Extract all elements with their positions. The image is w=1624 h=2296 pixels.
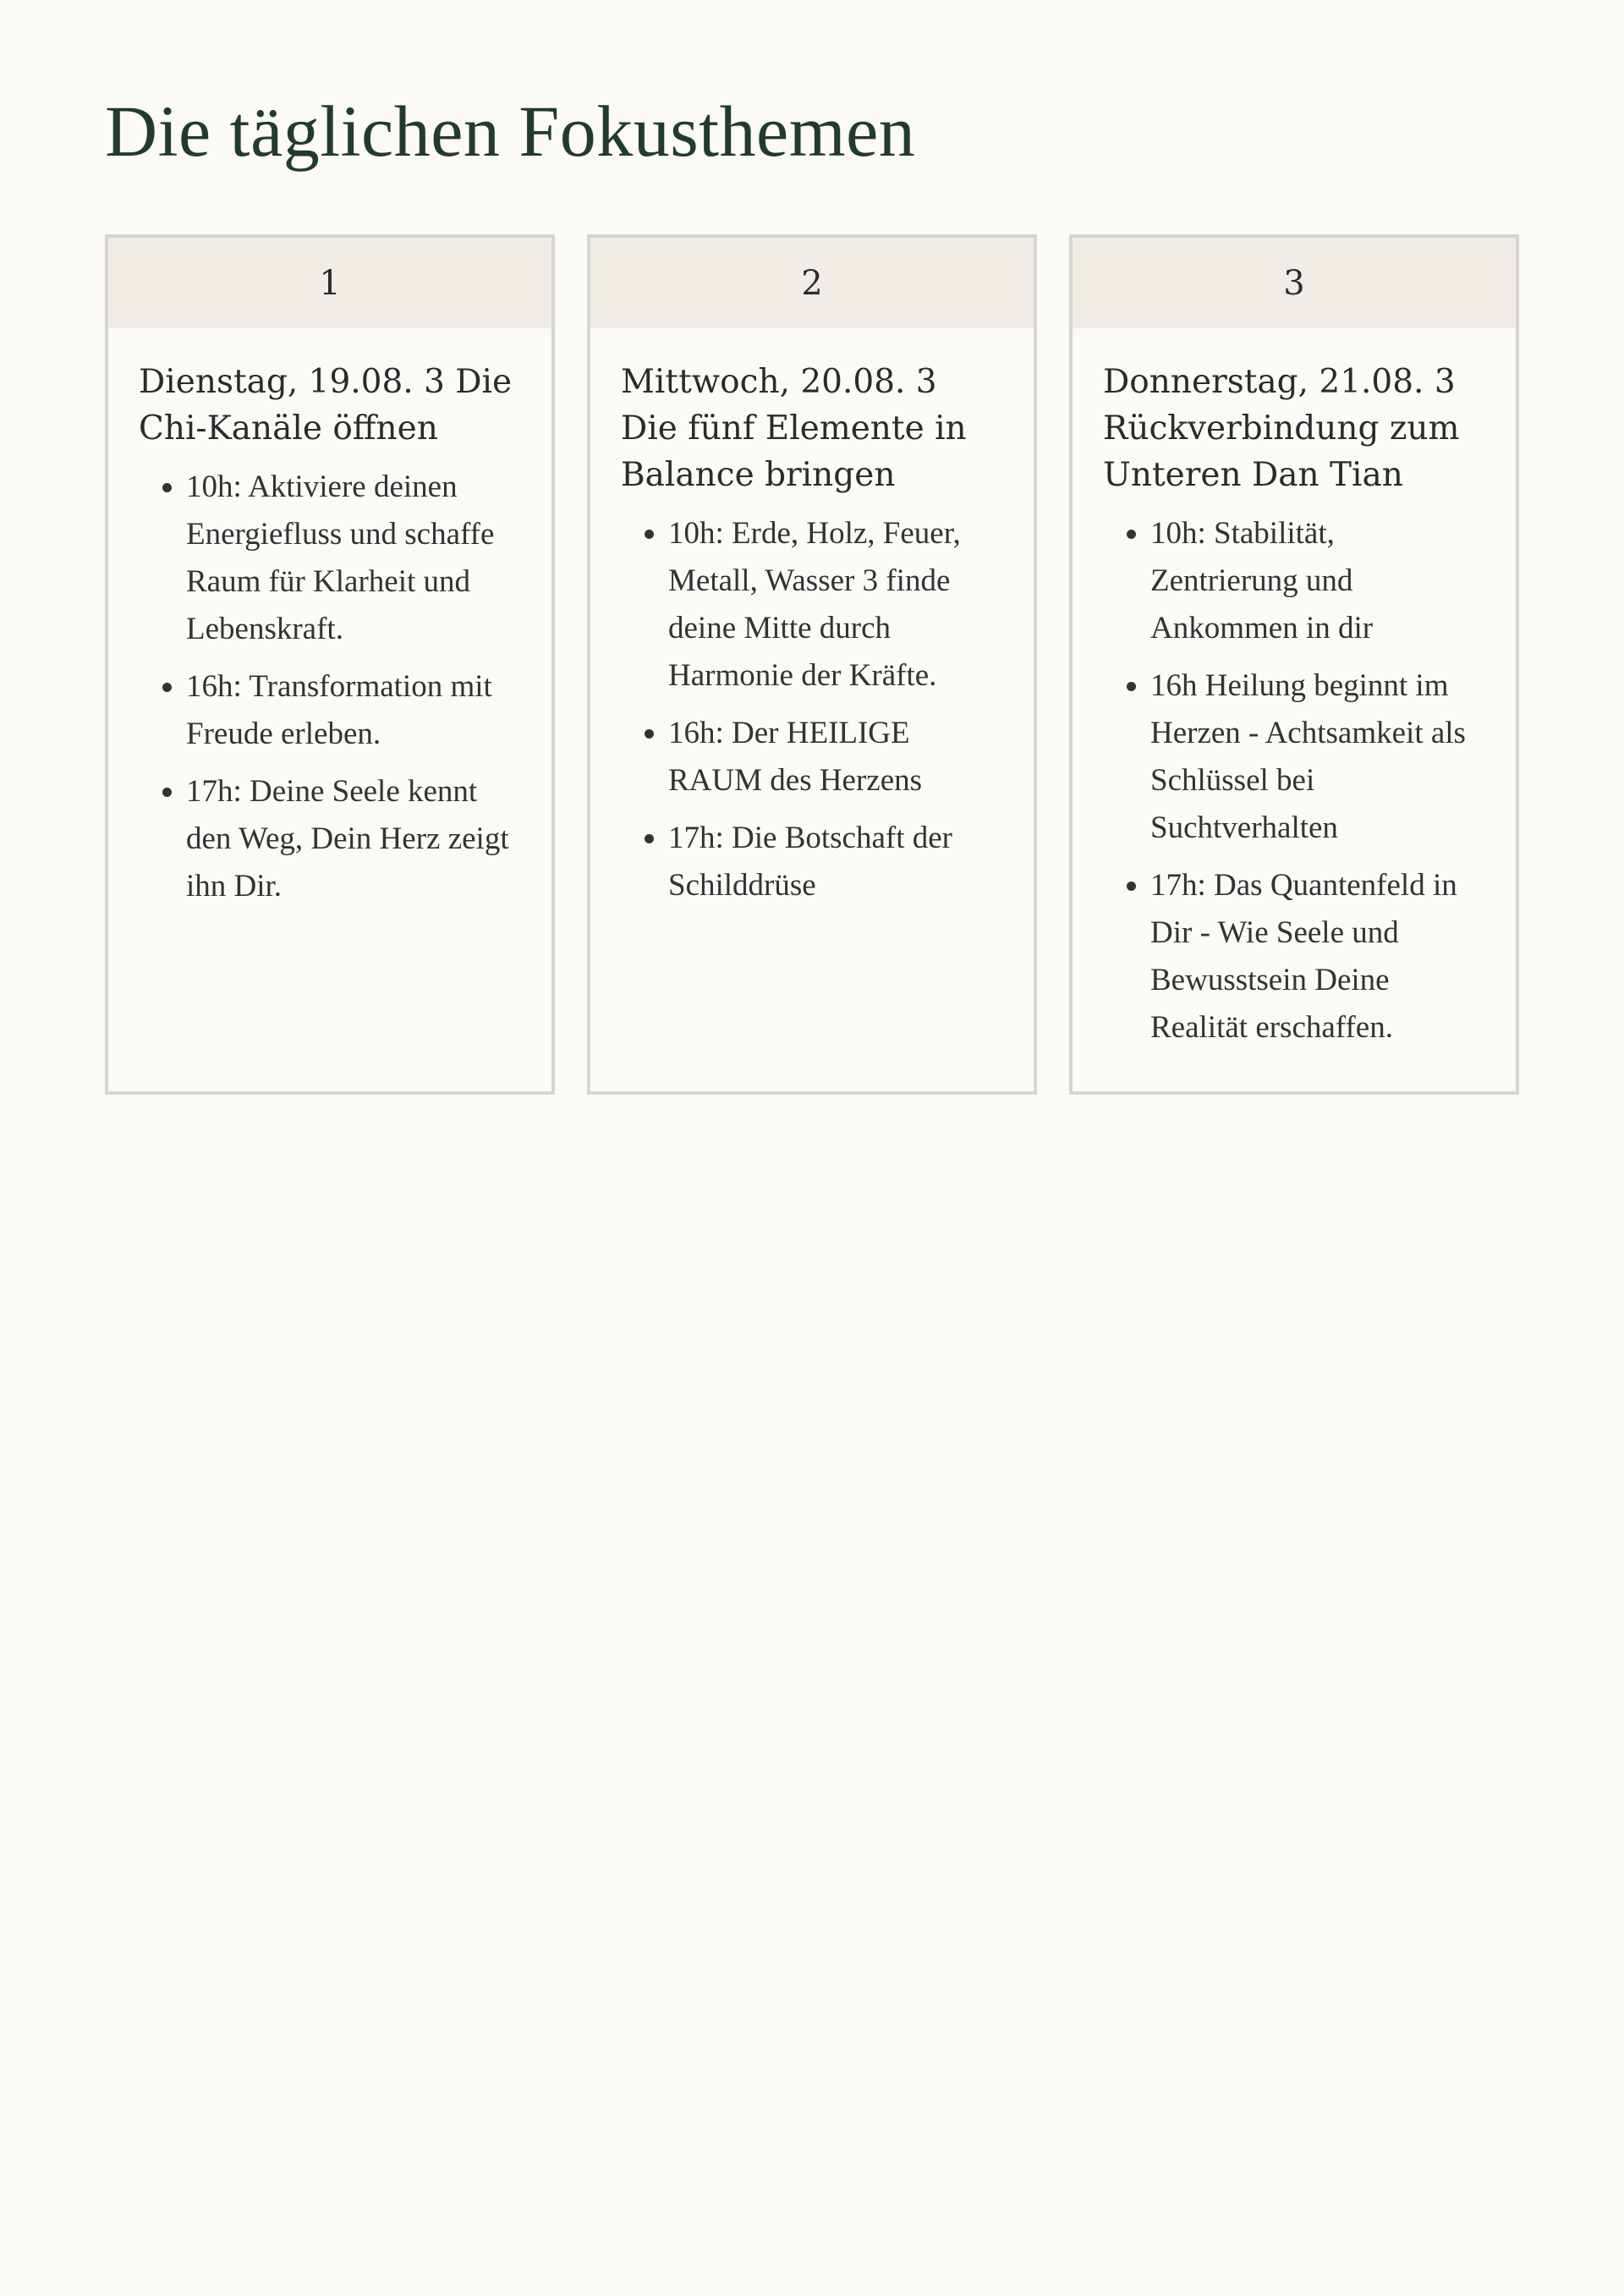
session-item: • 10h: Aktiviere deinen Energiefluss und schaffe Raum für Klarheit und Lebenskraft. bbox=[186, 464, 521, 653]
session-item: • 10h: Stabilität, Zentrierung und Ankommen in dir bbox=[1150, 510, 1485, 652]
session-item: • 17h: Das Quantenfeld in Dir - Wie Seele und Bewusstsein Deine Realität erschaffen. bbox=[1150, 862, 1485, 1052]
session-item: • 10h: Erde, Holz, Feuer, Metall, Wasser 3 finde deine Mitte durch Harmonie der Kräfte. bbox=[668, 510, 1003, 700]
day-card-3 bbox=[1069, 234, 1519, 1095]
card-number: 2 bbox=[590, 238, 1034, 328]
session-item: • 16h: Transformation mit Freude erleben. bbox=[186, 663, 521, 758]
page-title: Die täglichen Fokusthemen bbox=[105, 91, 916, 172]
session-item: • 16h: Der HEILIGE RAUM des Herzens bbox=[668, 710, 1003, 805]
focus-cards bbox=[105, 234, 1519, 1095]
session-item: • 17h: Die Botschaft der Schilddrüse bbox=[668, 815, 1003, 909]
card-body bbox=[108, 328, 551, 910]
session-list bbox=[139, 464, 521, 910]
session-item: • 17h: Deine Seele kennt den Weg, Dein Herz zeigt ihn Dir. bbox=[186, 768, 521, 910]
card-number: 3 bbox=[1073, 238, 1516, 328]
card-body bbox=[1073, 328, 1516, 1052]
card-title: Dienstag, 19.08. 3 Die Chi-Kanäle öffnen bbox=[139, 363, 513, 448]
session-list bbox=[621, 510, 1003, 909]
session-list bbox=[1103, 510, 1485, 1052]
card-body bbox=[590, 328, 1034, 909]
day-card-2 bbox=[587, 234, 1037, 1095]
card-title: Donnerstag, 21.08. 3 Rückverbindung zum Unteren Dan Tian bbox=[1103, 363, 1460, 494]
day-card-1 bbox=[105, 234, 555, 1095]
card-number: 1 bbox=[108, 238, 551, 328]
card-title: Mittwoch, 20.08. 3 Die fünf Elemente in Balance bringen bbox=[621, 363, 967, 494]
session-item: • 16h Heilung beginnt im Herzen - Achtsamkeit als Schlüssel bei Suchtverhalten bbox=[1150, 662, 1485, 852]
